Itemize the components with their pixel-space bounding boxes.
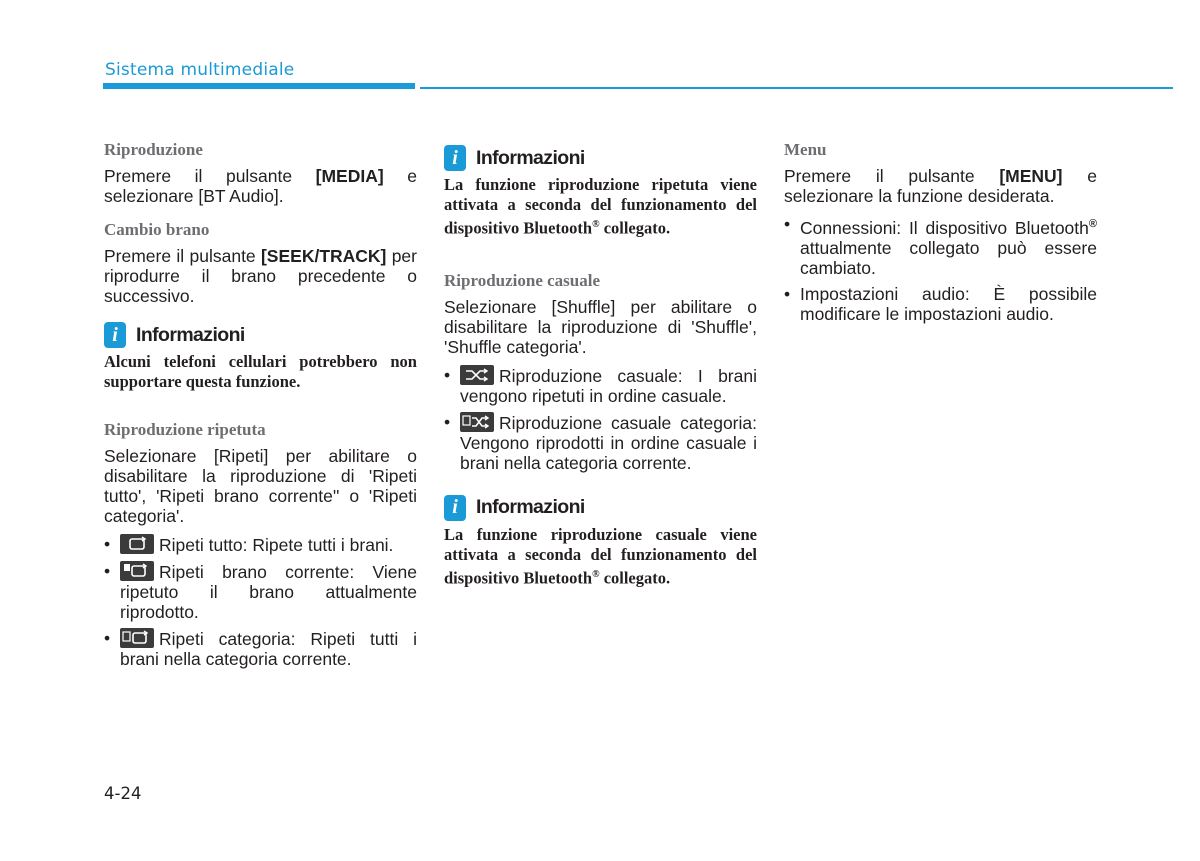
info-icon: i bbox=[444, 145, 466, 171]
repeat-one-icon bbox=[120, 561, 154, 581]
page-number: 4-24 bbox=[104, 784, 142, 803]
header-rule-thin bbox=[420, 87, 1173, 89]
info-icon: i bbox=[444, 495, 466, 521]
info-title: Informazioni bbox=[476, 146, 585, 169]
shuffle-category-icon bbox=[460, 412, 494, 432]
paragraph-menu: Premere il pulsante [MENU] e selezionare la funzione desiderata. bbox=[784, 166, 1097, 206]
info-text: La funzione riproduzione casuale viene attivata a seconda del funzionamento del dispositivo Bluetooth® collegato. bbox=[444, 524, 757, 587]
paragraph-riproduzione: Premere il pulsante [MEDIA] e selezionare [BT Audio]. bbox=[104, 166, 417, 206]
info-box-header bbox=[444, 495, 757, 521]
info-title: Informazioni bbox=[136, 323, 245, 346]
column-middle bbox=[444, 145, 757, 616]
repeat-category-icon bbox=[120, 628, 154, 648]
info-title: Informazioni bbox=[476, 496, 585, 518]
list-item: • Riproduzione casuale: I brani vengono ripetuti in ordine casuale. bbox=[444, 365, 757, 406]
heading-riproduzione-ripetuta: Riproduzione ripetuta bbox=[104, 420, 266, 439]
paragraph-riproduzione-ripetuta: Selezionare [Ripeti] per abilitare o disabilitare la riproduzione di 'Ripeti tutto', 'Ripeti brano corrente'' o 'Ripeti categoria'. bbox=[104, 446, 417, 526]
info-text: La funzione riproduzione ripetuta viene attivata a seconda del funzionamento del dispositivo Bluetooth® collegato. bbox=[444, 175, 757, 238]
list-item: • Connessioni: Il dispositivo Bluetooth® attualmente collegato può essere cambiato. bbox=[784, 214, 1097, 278]
list-item: • Ripeti brano corrente: Viene ripetuto il brano attualmente riprodotto. bbox=[104, 561, 417, 622]
heading-cambio-brano: Cambio brano bbox=[104, 220, 210, 239]
heading-riproduzione: Riproduzione bbox=[104, 140, 203, 159]
button-ref-media: [MEDIA] bbox=[315, 166, 384, 186]
column-left bbox=[104, 140, 417, 681]
menu-options-list bbox=[784, 214, 1097, 324]
info-box-header bbox=[444, 145, 757, 171]
list-item: • Riproduzione casuale categoria: Vengono riprodotti in ordine casuale i brani nella categoria corrente. bbox=[444, 412, 757, 473]
shuffle-modes-list bbox=[444, 365, 757, 473]
list-item: • Impostazioni audio: È possibile modificare le impostazioni audio. bbox=[784, 284, 1097, 324]
heading-menu: Menu bbox=[784, 140, 827, 159]
button-ref-seek-track: [SEEK/TRACK] bbox=[260, 246, 387, 266]
repeat-all-icon bbox=[120, 534, 154, 554]
header-rule-thick bbox=[103, 83, 415, 89]
button-ref-menu: [MENU] bbox=[999, 166, 1063, 186]
info-box-header bbox=[104, 322, 417, 348]
info-icon: i bbox=[104, 322, 126, 348]
list-item: • Ripeti tutto: Ripete tutti i brani. bbox=[104, 534, 417, 555]
paragraph-cambio-brano: Premere il pulsante [SEEK/TRACK] per riprodurre il brano precedente o successivo. bbox=[104, 246, 417, 306]
shuffle-icon bbox=[460, 365, 494, 385]
info-text: Alcuni telefoni cellulari potrebbero non supportare questa funzione. bbox=[104, 352, 417, 391]
list-item: • Ripeti categoria: Ripeti tutti i brani nella categoria corrente. bbox=[104, 628, 417, 669]
heading-riproduzione-casuale: Riproduzione casuale bbox=[444, 270, 601, 290]
section-title: Sistema multimediale bbox=[105, 60, 295, 80]
repeat-modes-list bbox=[104, 534, 417, 669]
paragraph-riproduzione-casuale: Selezionare [Shuffle] per abilitare o disabilitare la riproduzione di 'Shuffle', 'Shuffle categoria'. bbox=[444, 296, 757, 357]
column-right bbox=[784, 140, 1097, 336]
